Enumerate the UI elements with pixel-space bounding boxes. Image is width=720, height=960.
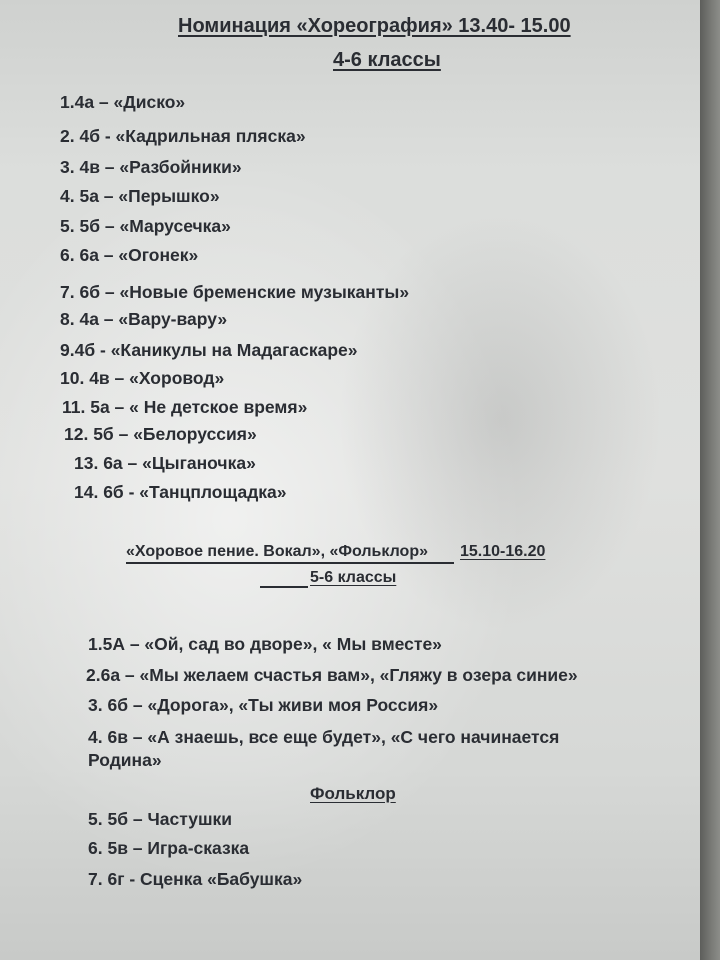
list-item: 13. 6а – «Цыганочка» <box>74 453 256 473</box>
list-item: 4. 6в – «А знаешь, все еще будет», «С чего начинается <box>88 727 560 747</box>
list-item: 14. 6б - «Танцплощадка» <box>74 482 287 502</box>
list-item: Родина» <box>88 750 162 770</box>
list-item: 8. 4а – «Вару-вару» <box>60 309 228 329</box>
section2-grades-underline-lead <box>260 586 308 588</box>
list-item: 7. 6б – «Новые бременские музыканты» <box>60 282 410 302</box>
list-item: 2. 4б - «Кадрильная пляска» <box>60 126 306 146</box>
section3-title: Фольклор <box>310 784 396 803</box>
list-item: 6. 5в – Игра-сказка <box>88 838 250 858</box>
list-item: 5. 5б – Частушки <box>88 809 233 829</box>
section2-title: «Хоровое пение. Вокал», «Фольклор» <box>126 543 428 560</box>
section1-grades: 4-6 классы <box>333 49 441 71</box>
list-item: 3. 6б – «Дорога», «Ты живи моя Россия» <box>88 695 439 715</box>
list-item: 11. 5а – « Не детское время» <box>62 397 308 417</box>
list-item: 1.5А – «Ой, сад во дворе», « Мы вместе» <box>88 634 442 654</box>
list-item: 5. 5б – «Марусечка» <box>60 216 231 236</box>
paper-edge-shadow <box>700 0 720 960</box>
section1-title: Номинация «Хореография» 13.40- 15.00 <box>178 15 571 37</box>
list-item: 12. 5б – «Белоруссия» <box>64 424 257 444</box>
list-item: 4. 5а – «Перышко» <box>60 186 220 206</box>
list-item: 9.4б - «Каникулы на Мадагаскаре» <box>60 340 358 360</box>
list-item: 7. 6г - Сценка «Бабушка» <box>88 869 303 889</box>
list-item: 3. 4в – «Разбойники» <box>60 157 242 177</box>
list-item: 1.4а – «Диско» <box>60 92 186 112</box>
section2-title-underline <box>126 562 454 564</box>
list-item: 10. 4в – «Хоровод» <box>60 368 225 388</box>
section2-grades: 5-6 классы <box>310 569 397 586</box>
list-item: 6. 6а – «Огонек» <box>60 245 199 265</box>
list-item: 2.6а – «Мы желаем счастья вам», «Гляжу в озера синие» <box>86 665 578 685</box>
section2-time: 15.10-16.20 <box>460 543 546 560</box>
